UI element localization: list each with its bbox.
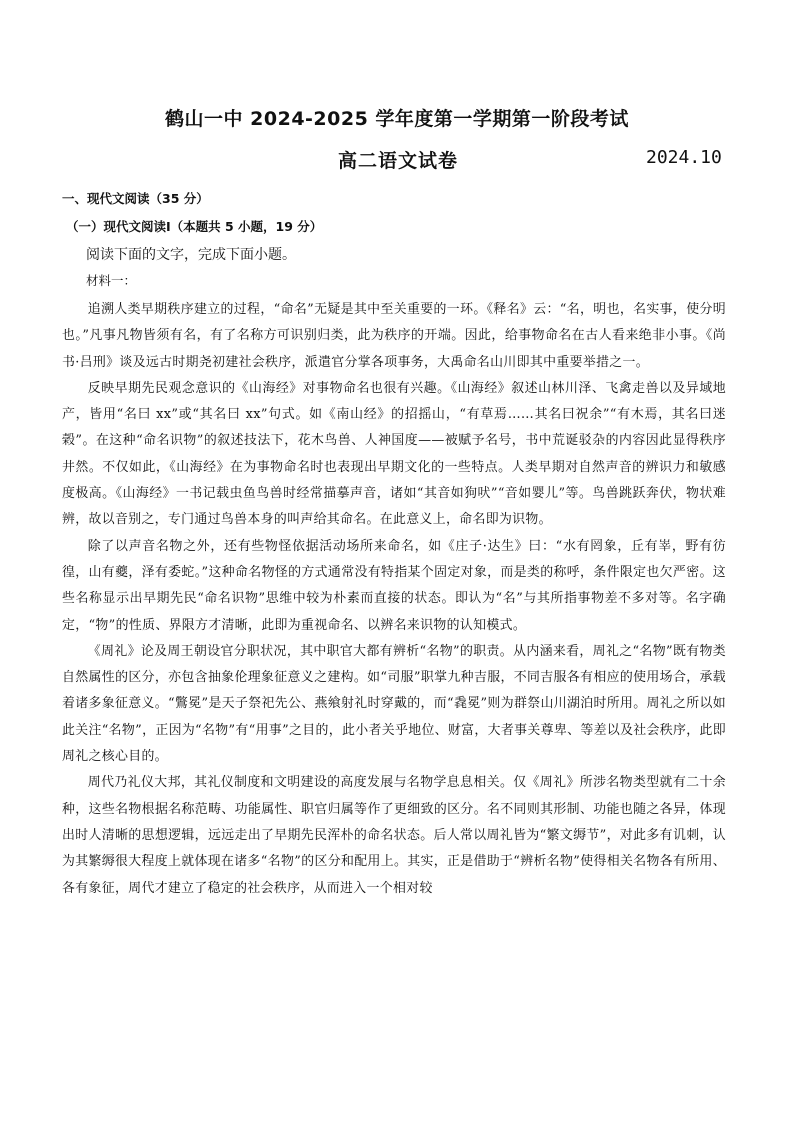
- exam-subtitle: 高二语文试卷: [338, 150, 459, 172]
- section-heading-part1: 一、现代文阅读（35 分）: [62, 191, 209, 206]
- exam-title: 鹤山一中 2024-2025 学年度第一学期第一阶段考试: [165, 108, 629, 130]
- paragraph-4: 《周礼》论及周王朝设官分职状况，其中职官大都有辨析“名物”的职责。从内涵来看，周礼之“名物”既有物类自然属性的区分，亦包含抽象伦理象征意义之建构。如“司服”职掌九种吉服，不同吉服各有相应的使用场合，承载着诸多象征意义。“鷩冕”是天子祭祀先公、燕飨射礼时穿戴的，而“毳冕”则为群祭山川湖泊时所用。周礼之所以如此关注“名物”，正因为“名物”有“用事”之目的，此小者关乎地位、财富，大者事关尊卑、等差以及社会秩序，此即周礼之核心目的。: [62, 643, 726, 765]
- paragraph-3: 除了以声音名物之外，还有些物怪依据活动场所来命名，如《庄子·达生》曰：“水有罔象，丘有峷，野有彷徨，山有夔，泽有委蛇。”这种命名物怪的方式通常没有特指某个固定对象，而是类的称呼，条件限定也欠严密。这些名称显示出早期先民“命名识物”思维中较为朴素而直接的状态。即认为“名”与其所指事物差不多对等。名字确定，“物”的性质、界限方才清晰，此即为重视命名、以辨名来识物的认知模式。: [62, 538, 726, 633]
- exam-date: 2024.10: [646, 147, 722, 168]
- paragraph-1: 追溯人类早期秩序建立的过程，“命名”无疑是其中至关重要的一环。《释名》云：“名，明也，名实事，使分明也。”凡事凡物皆须有名，有了名称方可识别归类，此为秩序的开端。因此，给事物命名在古人看来绝非小事。《尚书·吕刑》谈及远古时期尧初建社会秩序，派遣官分掌各项事务，大禹命名山川即其中重要举措之一。: [62, 302, 726, 370]
- paragraph-2: 反映早期先民观念意识的《山海经》对事物命名也很有兴趣。《山海经》叙述山林川泽、飞禽走兽以及异域地产，皆用“名曰 xx”或“其名曰 xx”句式。如《南山经》的招摇山，“有草焉……其名曰祝余”“有木焉，其名曰迷榖”。在这种“命名识物”的叙述技法下，花木鸟兽、人神国度——被赋予名号，书中荒诞驳杂的内容因此显得秩序井然。不仅如此，《山海经》在为事物命名时也表现出早期文化的一些特点。人类早期对自然声音的辨识力和敏感度极高。《山海经》一书记载虫鱼鸟兽时经常描摹声音，诸如“其音如狗吠”“音如婴儿”等。鸟兽跳跃奔伏，物状难辨，故以音别之，专门通过鸟兽本身的叫声给其命名。在此意义上，命名即为识物。: [62, 380, 726, 528]
- material-label: 材料一：: [86, 273, 137, 288]
- passage-body: [62, 297, 726, 902]
- paragraph-5: 周代乃礼仪大邦，其礼仪制度和文明建设的高度发展与名物学息息相关。仅《周礼》所涉名物类型就有二十余种，这些名物根据名称范畴、功能属性、职官归属等作了更细致的区分。名不同则其形制、功能也随之各异，体现出时人清晰的思想逻辑，远远走出了早期先民浑朴的命名状态。后人常以周礼皆为“繁文缛节”，对此多有讥刺，认为其繁缛很大程度上就体现在诸多“名物”的区分和配用上。其实，正是借助于“辨析名物”使得相关名物各有所用、各有象征，周代才建立了稳定的社会秩序，从而进入一个相对较: [62, 775, 726, 896]
- reading-instruction: 阅读下面的文字，完成下面小题。: [86, 247, 296, 263]
- section-heading-part1-1: （一）现代文阅读Ⅰ（本题共 5 小题，19 分）: [66, 219, 323, 234]
